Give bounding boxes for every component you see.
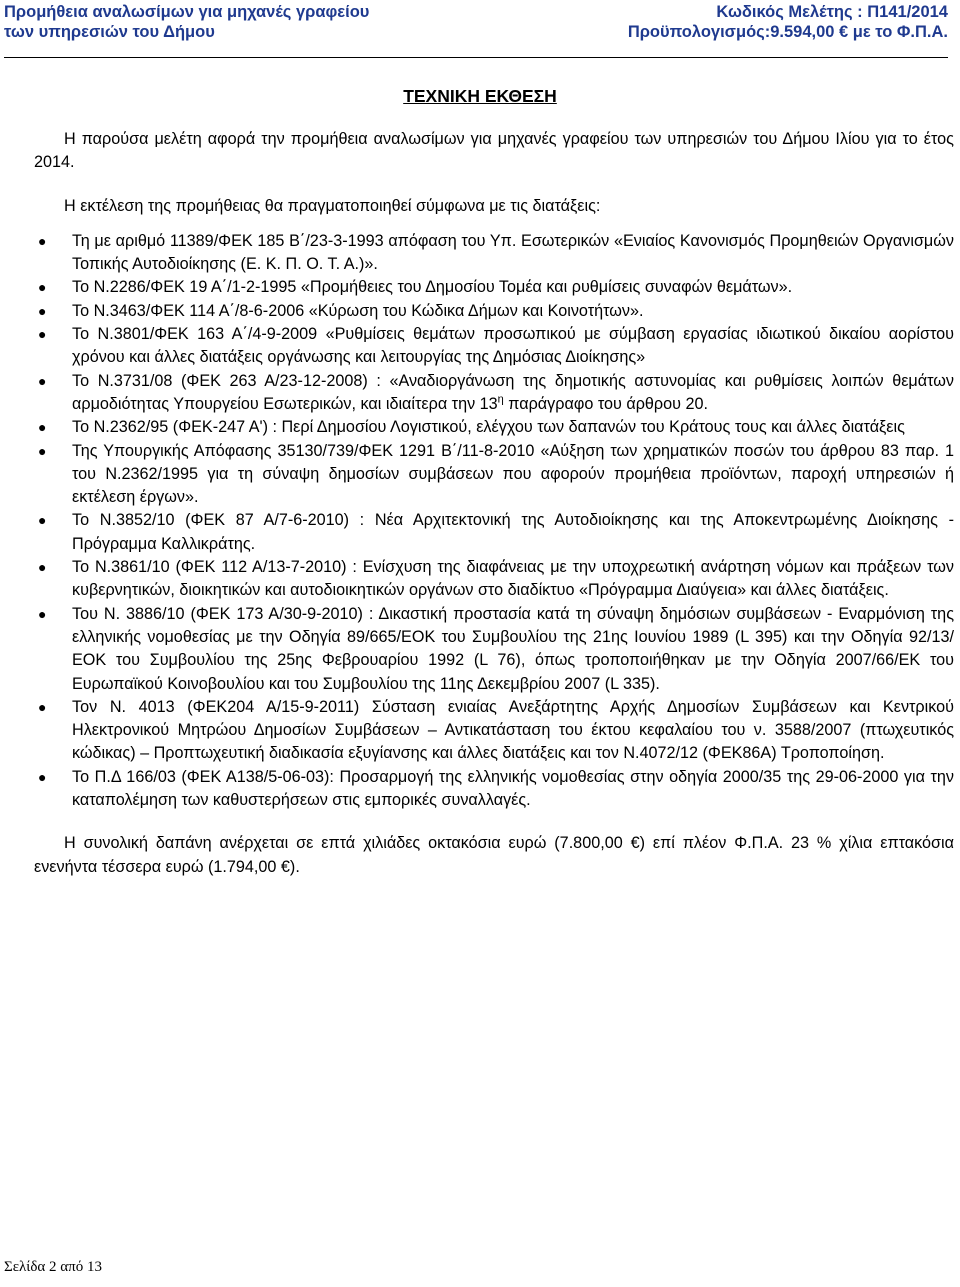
provisions-list: [34, 230, 954, 812]
header-budget: Προϋπολογισμός:9.594,00 € με το Φ.Π.Α.: [627, 23, 948, 41]
page-header: [0, 0, 960, 62]
provisions-intro: Η εκτέλεση της προμήθειας θα πραγματοποιηθεί σύμφωνα με τις διατάξεις:: [64, 196, 601, 215]
header-divider: [4, 57, 948, 58]
list-item-text: Τη με αριθμό 11389/ΦΕΚ 185 Β΄/23-3-1993 απόφαση του Υπ. Εσωτερικών «Ενιαίος Κανονισμός Προμηθειών Οργανισμών Τοπικής Αυτοδιοίκησης (Ε. Κ. Π. Ο. Τ. Α.)».: [72, 231, 954, 274]
list-item-text: Το Ν.3463/ΦΕΚ 114 Α΄/8-6-2006 «Κύρωση του Κώδικα Δήμων και Κοινοτήτων».: [72, 301, 644, 320]
document-body: [34, 128, 954, 879]
bullet-icon: ●: [38, 372, 47, 389]
list-item: [34, 276, 954, 299]
list-item-text: Τον Ν. 4013 (ΦΕΚ204 Α/15-9-2011) Σύσταση ενιαίας Ανεξάρτητης Αρχής Δημοσίων Συμβάσεων και Κεντρικού Ηλεκτρονικού Μητρώου Δημοσίων Συμβάσεων – Αντικατάσταση του έκτου κεφαλαίου του ν. 3588/2007 (πτωχευτικός κώδικας) – Προπτωχευτική διαδικασία εξυγίανσης και άλλες διατάξεις και τον Ν.4072/12 (ΦΕΚ86Α) Τροποποίηση.: [72, 697, 954, 763]
list-item: [34, 416, 954, 439]
list-item-text: Το Π.Δ 166/03 (ΦΕΚ Α138/5-06-03): Προσαρμογή της ελληνικής νομοθεσίας στην οδηγία 2000/35 της 29-06-2000 για την καταπολέμηση των καθυστερήσεων στις εμπορικές συναλλαγές.: [72, 767, 954, 810]
list-item: [34, 766, 954, 813]
list-item: [34, 440, 954, 510]
cost-paragraph: Η συνολική δαπάνη ανέρχεται σε επτά χιλιάδες οκτακόσια ευρώ (7.800,00 €) επί πλέον Φ.Π.Α. 23 % χίλια επτακόσια ενενήντα τέσσερα ευρώ (1.794,00 €).: [34, 834, 954, 876]
page-number: Σελίδα 2 από 13: [4, 1259, 102, 1275]
list-item: [34, 509, 954, 556]
bullet-icon: ●: [38, 605, 47, 622]
list-item: [34, 603, 954, 696]
bullet-icon: ●: [38, 512, 47, 529]
list-item-text: Το Ν.3731/08 (ΦΕΚ 263 Α/23-12-2008) : «Αναδιοργάνωση της δημοτικής αστυνομίας και ρυθμίσεις λοιπών θεμάτων αρμοδιότητας Υπουργείου Εσωτερικών, και ιδιαίτερα την 13: [72, 371, 954, 413]
bullet-icon: ●: [38, 559, 47, 576]
list-item: [34, 556, 954, 603]
list-item-text: Το Ν.2362/95 (ΦΕΚ-247 Α') : Περί Δημοσίου Λογιστικού, ελέγχου των δαπανών του Κράτους τους και άλλες διατάξεις: [72, 418, 905, 437]
list-item-text: Το Ν.2286/ΦΕΚ 19 Α΄/1-2-1995 «Προμήθειες του Δημοσίου Τομέα και ρυθμίσεις συναφών θεμάτων».: [72, 278, 793, 297]
list-item: [34, 696, 954, 766]
list-item-text: Του Ν. 3886/10 (ΦΕΚ 173 Α/30-9-2010) : Δικαστική προστασία κατά τη σύναψη δημόσιων συμβάσεων - Εναρμόνιση της ελληνικής νομοθεσίας με την Οδηγία 89/665/ΕΟΚ του Συμβουλίου της 21ης Ιουνίου 1989 (L 395) και την Οδηγία 92/13/ΕΟΚ του Συμβουλίου της 25ης Φεβρουαρίου 1992 (L 76), όπως τροποποιήθηκαν με την Οδηγία 2007/66/ΕΚ του Ευρωπαϊκού Κοινοβουλίου και του Συμβουλίου της 11ης Δεκεμβρίου 2007 (L 335).: [72, 604, 954, 693]
bullet-icon: ●: [38, 698, 47, 715]
list-item: [34, 370, 954, 417]
bullet-icon: ●: [38, 442, 47, 459]
header-project-subtitle: των υπηρεσιών του Δήμου: [4, 23, 215, 41]
list-item: [34, 323, 954, 370]
bullet-icon: ●: [38, 419, 47, 436]
bullet-icon: ●: [38, 279, 47, 296]
list-item-text: Το Ν.3801/ΦΕΚ 163 Α΄/4-9-2009 «Ρυθμίσεις θεμάτων προσωπικού με σύμβαση εργασίας ιδιωτικού δικαίου αορίστου χρόνου και άλλες διατάξεις οργάνωσης και λειτουργίας της Δημόσιας Διοίκησης»: [72, 325, 954, 367]
list-item-text-tail: παράγραφο του άρθρου 20.: [508, 394, 708, 413]
list-item-text: Της Υπουργικής Απόφασης 35130/739/ΦΕΚ 1291 Β΄/11-8-2010 «Αύξηση των χρηματικών ποσών του άρθρου 83 παρ. 1 του Ν.2362/1995 για τη σύναψη δημοσίων συμβάσεων που αφορούν προμήθεια προϊόντων, παροχή υπηρεσιών ή εκτέλεση έργων».: [72, 441, 954, 507]
ordinal-superscript: η: [497, 393, 504, 406]
header-project-title: Προμήθεια αναλωσίμων για μηχανές γραφείου: [4, 3, 370, 21]
bullet-icon: ●: [38, 768, 47, 785]
bullet-icon: ●: [38, 326, 47, 343]
header-study-code: Κωδικός Μελέτης : Π141/2014: [716, 3, 948, 21]
list-item: [34, 230, 954, 277]
list-item: [34, 300, 954, 323]
list-item-text: Το Ν.3852/10 (ΦΕΚ 87 Α/7-6-2010) : Νέα Αρχιτεκτονική της Αυτοδιοίκησης και της Αποκεντρωμένης Διοίκησης - Πρόγραμμα Καλλικράτης.: [72, 511, 954, 553]
intro-paragraph: Η παρούσα μελέτη αφορά την προμήθεια αναλωσίμων για μηχανές γραφείου των υπηρεσιών του Δήμου Ιλίου για το έτος 2014.: [34, 130, 954, 172]
list-item-text: Το Ν.3861/10 (ΦΕΚ 112 Α/13-7-2010) : Ενίσχυση της διαφάνειας με την υποχρεωτική ανάρτηση νόμων και πράξεων των κυβερνητικών, διοικητικών και αυτοδιοικητικών οργάνων στο διαδίκτυο «Πρόγραμμα Διαύγεια» και άλλες διατάξεις.: [72, 558, 954, 600]
document-title: ΤΕΧΝΙΚΗ ΕΚΘΕΣΗ: [403, 86, 557, 106]
bullet-icon: ●: [38, 232, 47, 249]
bullet-icon: ●: [38, 302, 47, 319]
